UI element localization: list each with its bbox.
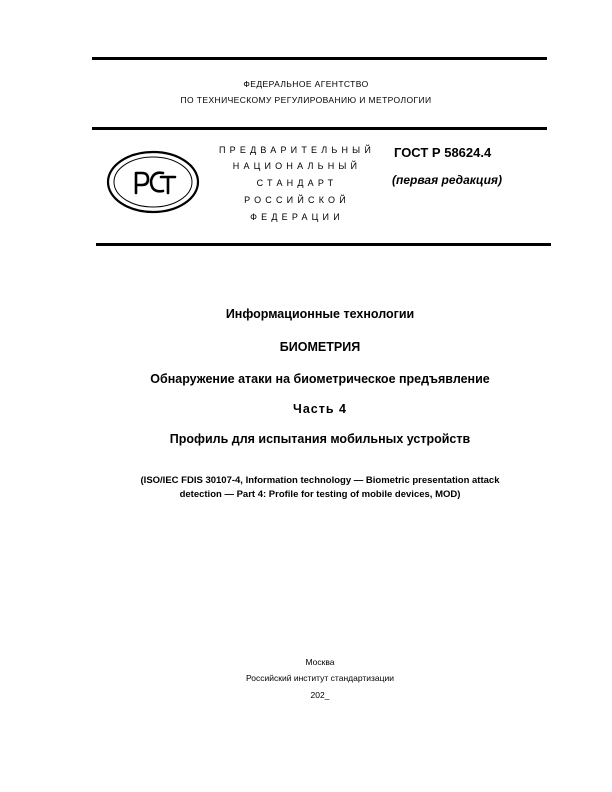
standard-type-line-5: ФЕДЕРАЦИИ bbox=[250, 212, 344, 222]
publisher-city: Москва bbox=[305, 657, 335, 667]
title-line-3: Обнаружение атаки на биометрическое предъявление bbox=[150, 372, 490, 386]
part-number: Часть 4 bbox=[293, 402, 347, 416]
international-reference-line-1: (ISO/IEC FDIS 30107-4, Information technology — Biometric presentation attack bbox=[140, 475, 500, 486]
publisher-institute: Российский институт стандартизации bbox=[246, 673, 394, 683]
title-line-5: Профиль для испытания мобильных устройств bbox=[169, 432, 471, 446]
bottom-rule bbox=[96, 243, 551, 246]
standard-type-line-1: ПРЕДВАРИТЕЛЬНЫЙ bbox=[219, 145, 375, 155]
standard-number: ГОСТ Р 58624.4 bbox=[394, 145, 492, 160]
standard-type-line-2: НАЦИОНАЛЬНЫЙ bbox=[232, 161, 362, 171]
title-line-1: Информационные технологии bbox=[225, 307, 415, 321]
top-rule bbox=[92, 57, 547, 60]
international-reference-line-2: detection — Part 4: Profile for testing of mobile devices, MOD) bbox=[179, 489, 461, 500]
standard-type-line-4: РОССИЙСКОЙ bbox=[244, 195, 350, 205]
publication-year: 202_ bbox=[310, 690, 330, 700]
standard-type-line-3: СТАНДАРТ bbox=[256, 178, 338, 188]
rst-certification-mark-icon bbox=[105, 149, 201, 215]
agency-name-line-1: ФЕДЕРАЛЬНОЕ АГЕНТСТВО bbox=[243, 79, 369, 89]
title-line-2: БИОМЕТРИЯ bbox=[279, 340, 361, 354]
middle-rule bbox=[92, 127, 547, 130]
edition-label: (первая редакция) bbox=[392, 173, 502, 187]
agency-name-line-2: ПО ТЕХНИЧЕСКОМУ РЕГУЛИРОВАНИЮ И МЕТРОЛОГИИ bbox=[180, 95, 432, 105]
